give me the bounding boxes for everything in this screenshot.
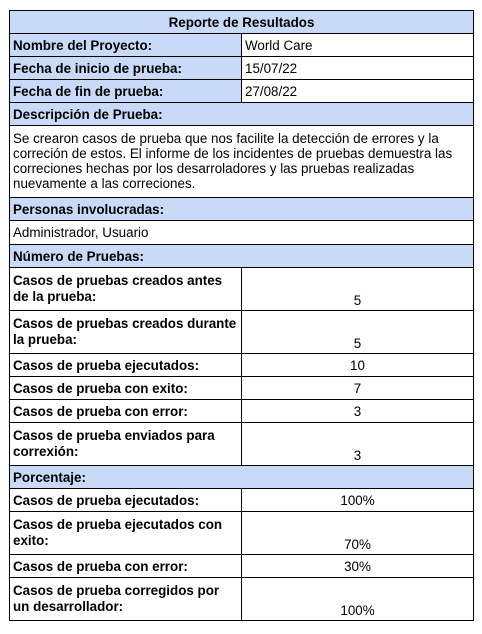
tests-executed-value: 10 xyxy=(242,354,474,377)
end-date-row xyxy=(10,80,474,103)
project-row xyxy=(10,34,474,57)
tests-error-value: 3 xyxy=(242,400,474,423)
table-row xyxy=(10,578,474,621)
percent-error-label: Casos de prueba con error: xyxy=(10,555,242,578)
end-date-label: Fecha de fin de prueba: xyxy=(10,80,242,103)
table-row xyxy=(10,512,474,555)
percent-success-label: Casos de prueba ejecutados con exito: xyxy=(10,512,242,555)
table-row xyxy=(10,489,474,512)
tests-executed-label: Casos de prueba ejecutados: xyxy=(10,354,242,377)
percent-corrected-value: 100% xyxy=(242,578,474,621)
description-header-row xyxy=(10,103,474,126)
results-report-table xyxy=(9,10,474,621)
start-date-row xyxy=(10,57,474,80)
percent-executed-label: Casos de prueba ejecutados: xyxy=(10,489,242,512)
tests-success-value: 7 xyxy=(242,377,474,400)
table-row xyxy=(10,354,474,377)
percent-label: Porcentaje: xyxy=(10,466,474,489)
people-row xyxy=(10,221,474,245)
table-row xyxy=(10,423,474,466)
results-report-sheet xyxy=(9,10,473,621)
end-date-value: 27/08/22 xyxy=(242,80,474,103)
table-row xyxy=(10,268,474,311)
percent-success-value: 70% xyxy=(242,512,474,555)
percent-error-value: 30% xyxy=(242,555,474,578)
tests-header-row xyxy=(10,245,474,268)
table-row xyxy=(10,311,474,354)
title-row xyxy=(10,11,474,34)
start-date-label: Fecha de inicio de prueba: xyxy=(10,57,242,80)
start-date-value: 15/07/22 xyxy=(242,57,474,80)
project-label: Nombre del Proyecto: xyxy=(10,34,242,57)
description-row xyxy=(10,126,474,198)
table-row xyxy=(10,377,474,400)
people-header-row xyxy=(10,198,474,221)
percent-header-row xyxy=(10,466,474,489)
tests-label: Número de Pruebas: xyxy=(10,245,474,268)
tests-created-before-label: Casos de pruebas creados antes de la prueba: xyxy=(10,268,242,311)
tests-error-label: Casos de prueba con error: xyxy=(10,400,242,423)
description-text: Se crearon casos de prueba que nos facilite la detección de errores y la correción de estos. El informe de los incidentes de pruebas demuestra las correciones hechas por los desarroladores y las pruebas realizadas nuevamente a las correciones. xyxy=(10,126,474,198)
people-value: Administrador, Usuario xyxy=(10,221,474,245)
project-value: World Care xyxy=(242,34,474,57)
percent-corrected-label: Casos de prueba corregidos por un desarrollador: xyxy=(10,578,242,621)
tests-created-during-value: 5 xyxy=(242,311,474,354)
table-row xyxy=(10,555,474,578)
people-label: Personas involucradas: xyxy=(10,198,474,221)
table-row xyxy=(10,400,474,423)
tests-created-before-value: 5 xyxy=(242,268,474,311)
report-title: Reporte de Resultados xyxy=(10,11,474,34)
percent-executed-value: 100% xyxy=(242,489,474,512)
tests-sent-correction-label: Casos de prueba enviados para correxión: xyxy=(10,423,242,466)
description-label: Descripción de Prueba: xyxy=(10,103,474,126)
tests-sent-correction-value: 3 xyxy=(242,423,474,466)
tests-created-during-label: Casos de pruebas creados durante la prueba: xyxy=(10,311,242,354)
tests-success-label: Casos de prueba con exito: xyxy=(10,377,242,400)
